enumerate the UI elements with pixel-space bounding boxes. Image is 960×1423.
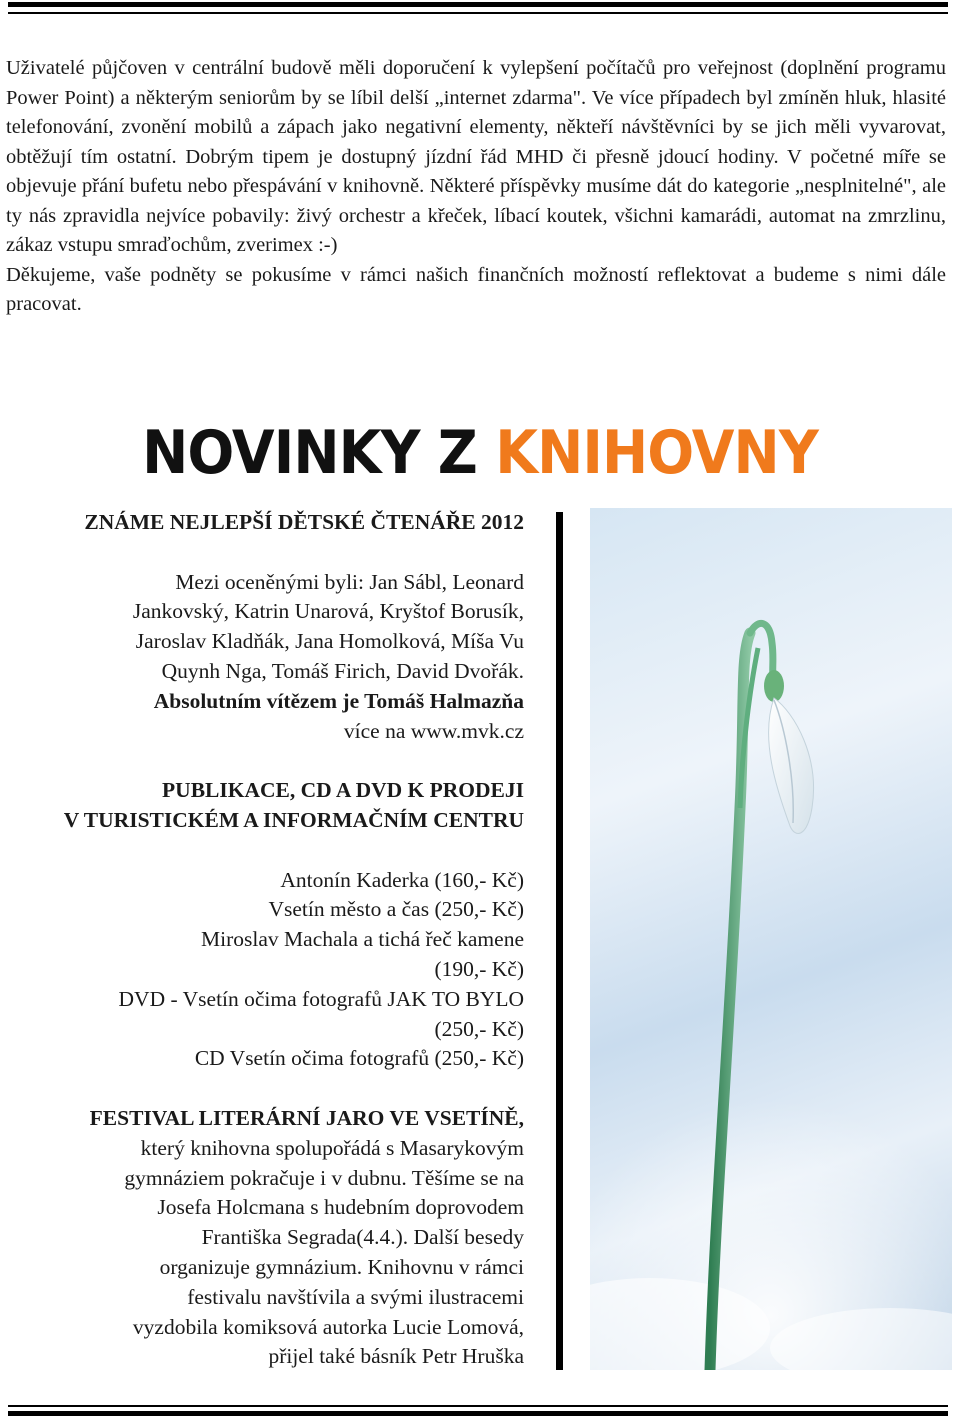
column-divider [556,512,563,1370]
readers-winner: Absolutním vítězem je Tomáš Halmazňa [153,688,524,713]
readers-more-link[interactable]: více na www.mvk.cz [343,718,524,743]
festival-line: festivalu navštívila a svými ilustracemi [187,1284,524,1309]
publication-item: Antonín Kaderka (160,- Kč) [280,867,524,892]
snowdrop-illustration [590,508,952,1370]
festival-line: který knihovna spolupořádá s Masarykovým [140,1135,524,1160]
publication-item: Vsetín město a čas (250,- Kč) [268,897,524,922]
publications-title-2: V TURISTICKÉM A INFORMAČNÍM CENTRU [63,807,524,832]
festival-line: gymnáziem pokračuje i v dubnu. Těšíme se na [124,1165,524,1190]
festival-line: Josefa Holcmana s hudebním doprovodem [157,1195,524,1220]
publication-item: DVD - Vsetín očima fotografů JAK TO BYLO [118,986,524,1011]
publication-item: Miroslav Machala a tichá řeč kamene [201,927,524,952]
section-heading [38,418,921,488]
publication-item: (190,- Kč) [434,956,524,981]
readers-line-3: Jaroslav Kladňák, Jana Homolková, Míša Vu [135,629,524,654]
publication-item: (250,- Kč) [434,1016,524,1041]
intro-paragraph-2: Děkujeme, vaše podněty se pokusíme v rámci našich finančních možností reflektovat a budeme s nimi dále pracovat. [6,263,946,315]
spacer [8,538,524,568]
bottom-rule-thick [8,1411,948,1416]
readers-title: ZNÁME NEJLEPŠÍ DĚTSKÉ ČTENÁŘE 2012 [84,510,524,534]
heading-black-part: NOVINKY Z [142,418,496,488]
bottom-rule-thin [8,1405,948,1407]
festival-line: organizuje gymnázium. Knihovnu v rámci [159,1254,524,1279]
festival-line: Františka Segrada(4.4.). Další besedy [201,1225,524,1250]
spacer [8,836,524,866]
festival-line: přijel také básník Petr Hruška [268,1344,524,1369]
readers-line-4: Quynh Nga, Tomáš Firich, David Dvořák. [161,658,524,683]
spacer [8,746,524,776]
intro-paragraph-1: Uživatelé půjčoven v centrální budově měli doporučení k vylepšení počítačů pro veřejnost (doplnění programu Power Point) a některým seniorům by se líbil delší „internet zdarma". Ve více případech byl zmíněn hluk, hlasité telefonování, zvonění mobilů a zápach jako negativní elementy, někteří návštěvníci by se jich měli vyvarovat, obtěžují tím ostatní. Dobrým tipem je dostupný jízdní řád MHD či přesně jdoucí hodiny. V početné míře se objevuje přání bufetu nebo přespávání v knihovně. Některé příspěvky musíme dát do kategorie „nesplnitelné", ale ty nás zpravidla nejvíce pobavily: živý orchestr a křeček, líbací koutek, všichni kamarádi, automat na zmrzlinu, zákaz vstupu smraďochům, zverimex :-) [6,57,946,256]
intro-text [6,54,946,320]
spacer [8,1074,524,1104]
heading-orange-part: KNIHOVNY [495,418,818,488]
top-rule-thin [8,12,948,14]
news-column [8,508,524,1372]
festival-line: vyzdobila komiksová autorka Lucie Lomová, [132,1314,524,1339]
publications-title-1: PUBLIKACE, CD A DVD K PRODEJI [162,778,524,803]
publication-item: CD Vsetín očima fotografů (250,- Kč) [194,1046,524,1071]
festival-title: FESTIVAL LITERÁRNÍ JARO VE VSETÍNĚ, [89,1105,524,1130]
top-rule-thick [8,2,948,7]
readers-line-1: Mezi oceněnými byli: Jan Sábl, Leonard [175,569,524,594]
snowdrop-photo [590,508,952,1370]
readers-line-2: Jankovský, Katrin Unarová, Kryštof Borusík, [132,599,524,624]
